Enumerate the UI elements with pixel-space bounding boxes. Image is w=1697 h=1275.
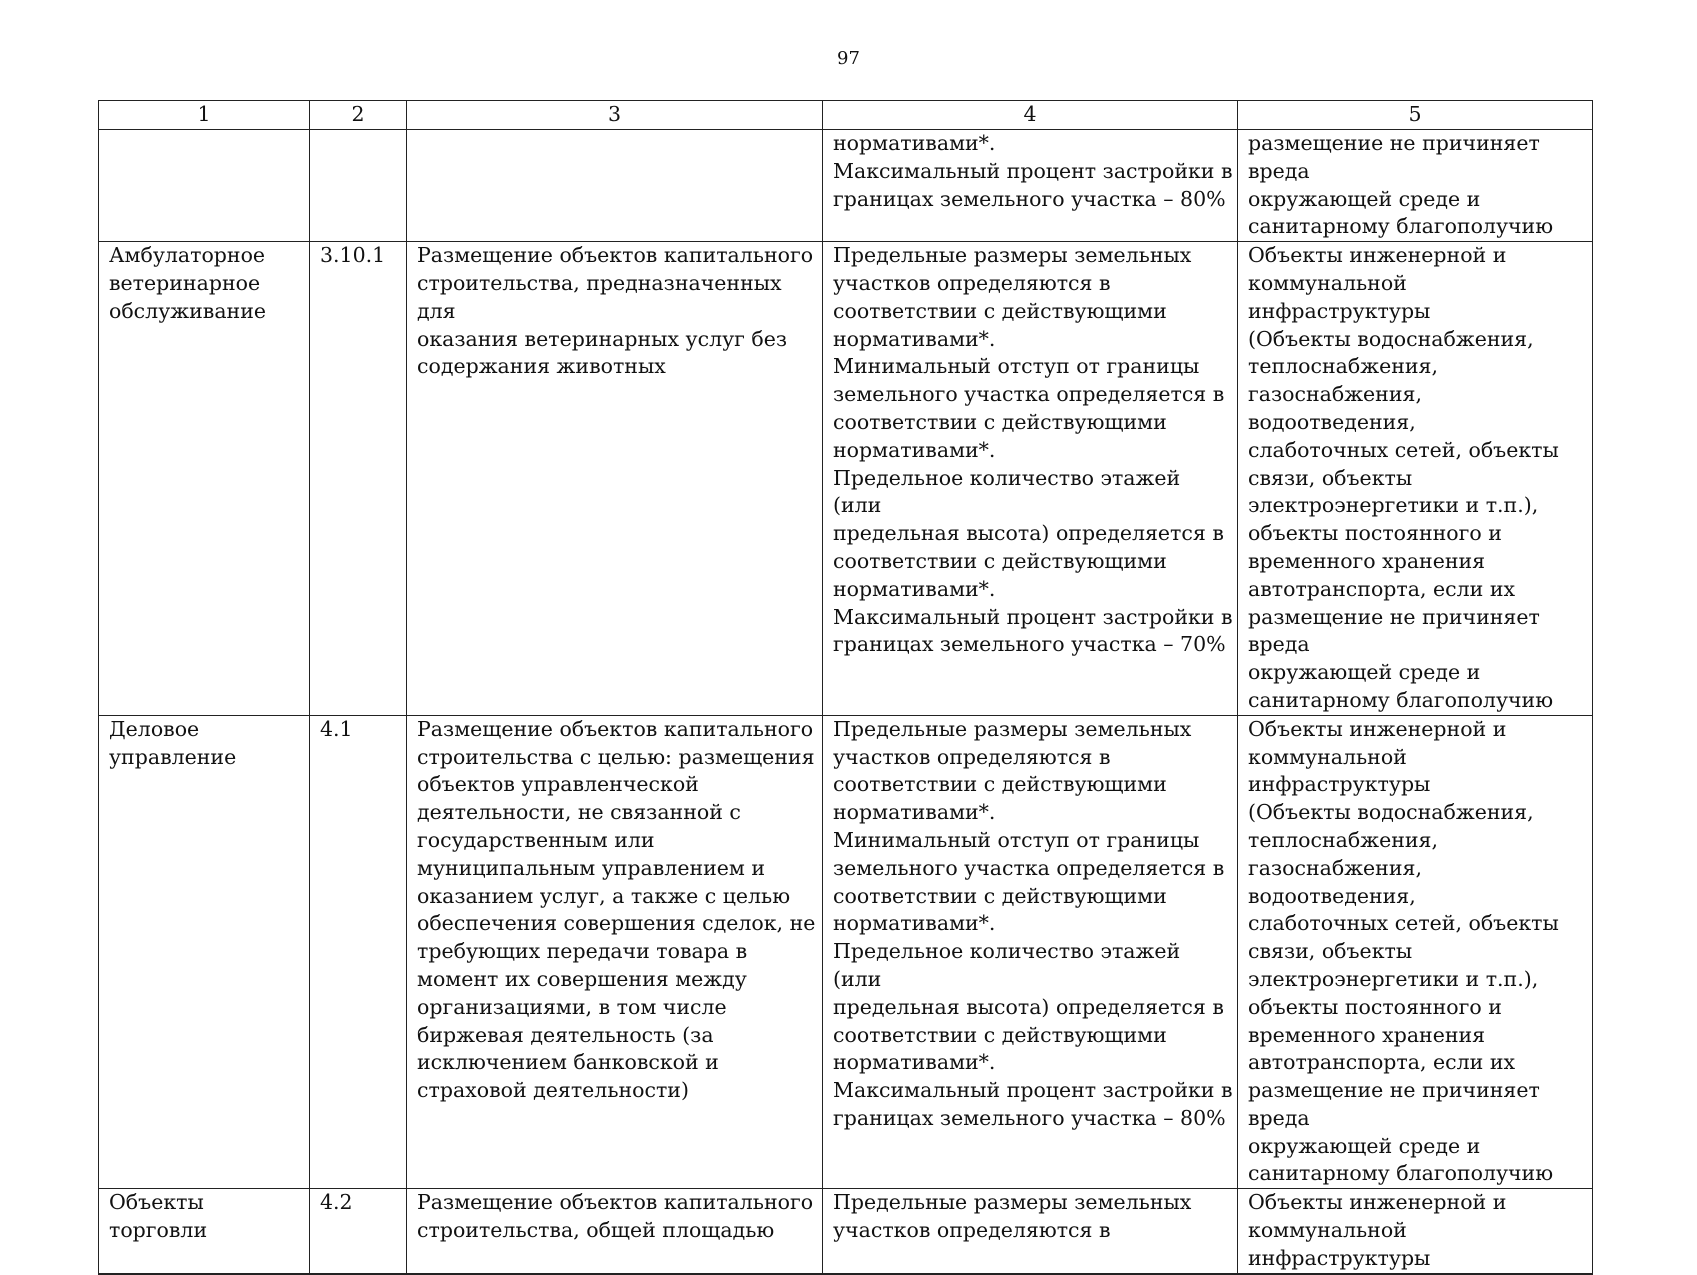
column-header-2: 2 (310, 101, 407, 130)
table-row (99, 242, 1593, 716)
cell-use-name: Амбулаторное ветеринарное обслуживание (99, 242, 310, 716)
column-header-3: 3 (407, 101, 823, 130)
cell-use-description: Размещение объектов капитального строительства, предназначенных для оказания ветеринарных услуг без содержания животных (407, 242, 823, 716)
page-number: 97 (837, 48, 860, 69)
table-header-row (99, 101, 1593, 130)
cell-use-description: Размещение объектов капитального строительства, общей площадью (407, 1189, 823, 1274)
cell-auxiliary-uses: Объекты инженерной и коммунальной инфраструктуры (1238, 1189, 1593, 1274)
cell-parameters: нормативами*. Максимальный процент застройки в границах земельного участка – 80% (823, 130, 1238, 242)
table-row (99, 130, 1593, 242)
cell-use-code (310, 130, 407, 242)
cell-auxiliary-uses: Объекты инженерной и коммунальной инфраструктуры (Объекты водоснабжения, теплоснабжения, газоснабжения, водоотведения, слаботочных сетей, объекты связи, объекты электроэнергетики и т.п.), объекты постоянного и временного хранения автотранспорта, если их размещение не причиняет вреда окружающей среде и санитарному благополучию (1238, 242, 1593, 716)
cell-use-description: Размещение объектов капитального строительства с целью: размещения объектов управленческой деятельности, не связанной с государственным или муниципальным управлением и оказанием услуг, а также с целью обеспечения совершения сделок, не требующих передачи товара в момент их совершения между организациями, в том числе биржевая деятельность (за исключением банковской и страховой деятельности) (407, 715, 823, 1189)
column-header-1: 1 (99, 101, 310, 130)
cell-use-name: Объекты торговли (99, 1189, 310, 1274)
cell-auxiliary-uses: Объекты инженерной и коммунальной инфраструктуры (Объекты водоснабжения, теплоснабжения, газоснабжения, водоотведения, слаботочных сетей, объекты связи, объекты электроэнергетики и т.п.), объекты постоянного и временного хранения автотранспорта, если их размещение не причиняет вреда окружающей среде и санитарному благополучию (1238, 715, 1593, 1189)
cell-use-description (407, 130, 823, 242)
column-header-5: 5 (1238, 101, 1593, 130)
cell-use-name (99, 130, 310, 242)
cell-auxiliary-uses: размещение не причиняет вреда окружающей среде и санитарному благополучию (1238, 130, 1593, 242)
cell-parameters: Предельные размеры земельных участков определяются в соответствии с действующими нормативами*. Минимальный отступ от границы земельного участка определяется в соответствии с действующими нормативами*. Предельное количество этажей (или предельная высота) определяется в соответствии с действующими нормативами*. Максимальный процент застройки в границах земельного участка – 80% (823, 715, 1238, 1189)
table-row (99, 1189, 1593, 1274)
table-row (99, 715, 1593, 1189)
cell-parameters: Предельные размеры земельных участков определяются в соответствии с действующими нормативами*. Минимальный отступ от границы земельного участка определяется в соответствии с действующими нормативами*. Предельное количество этажей (или предельная высота) определяется в соответствии с действующими нормативами*. Максимальный процент застройки в границах земельного участка – 70% (823, 242, 1238, 716)
cell-use-code: 4.1 (310, 715, 407, 1189)
cell-use-name: Деловое управление (99, 715, 310, 1189)
cell-use-code: 4.2 (310, 1189, 407, 1274)
column-header-4: 4 (823, 101, 1238, 130)
land-use-table (98, 100, 1593, 1275)
cell-use-code: 3.10.1 (310, 242, 407, 716)
cell-parameters: Предельные размеры земельных участков определяются в (823, 1189, 1238, 1274)
